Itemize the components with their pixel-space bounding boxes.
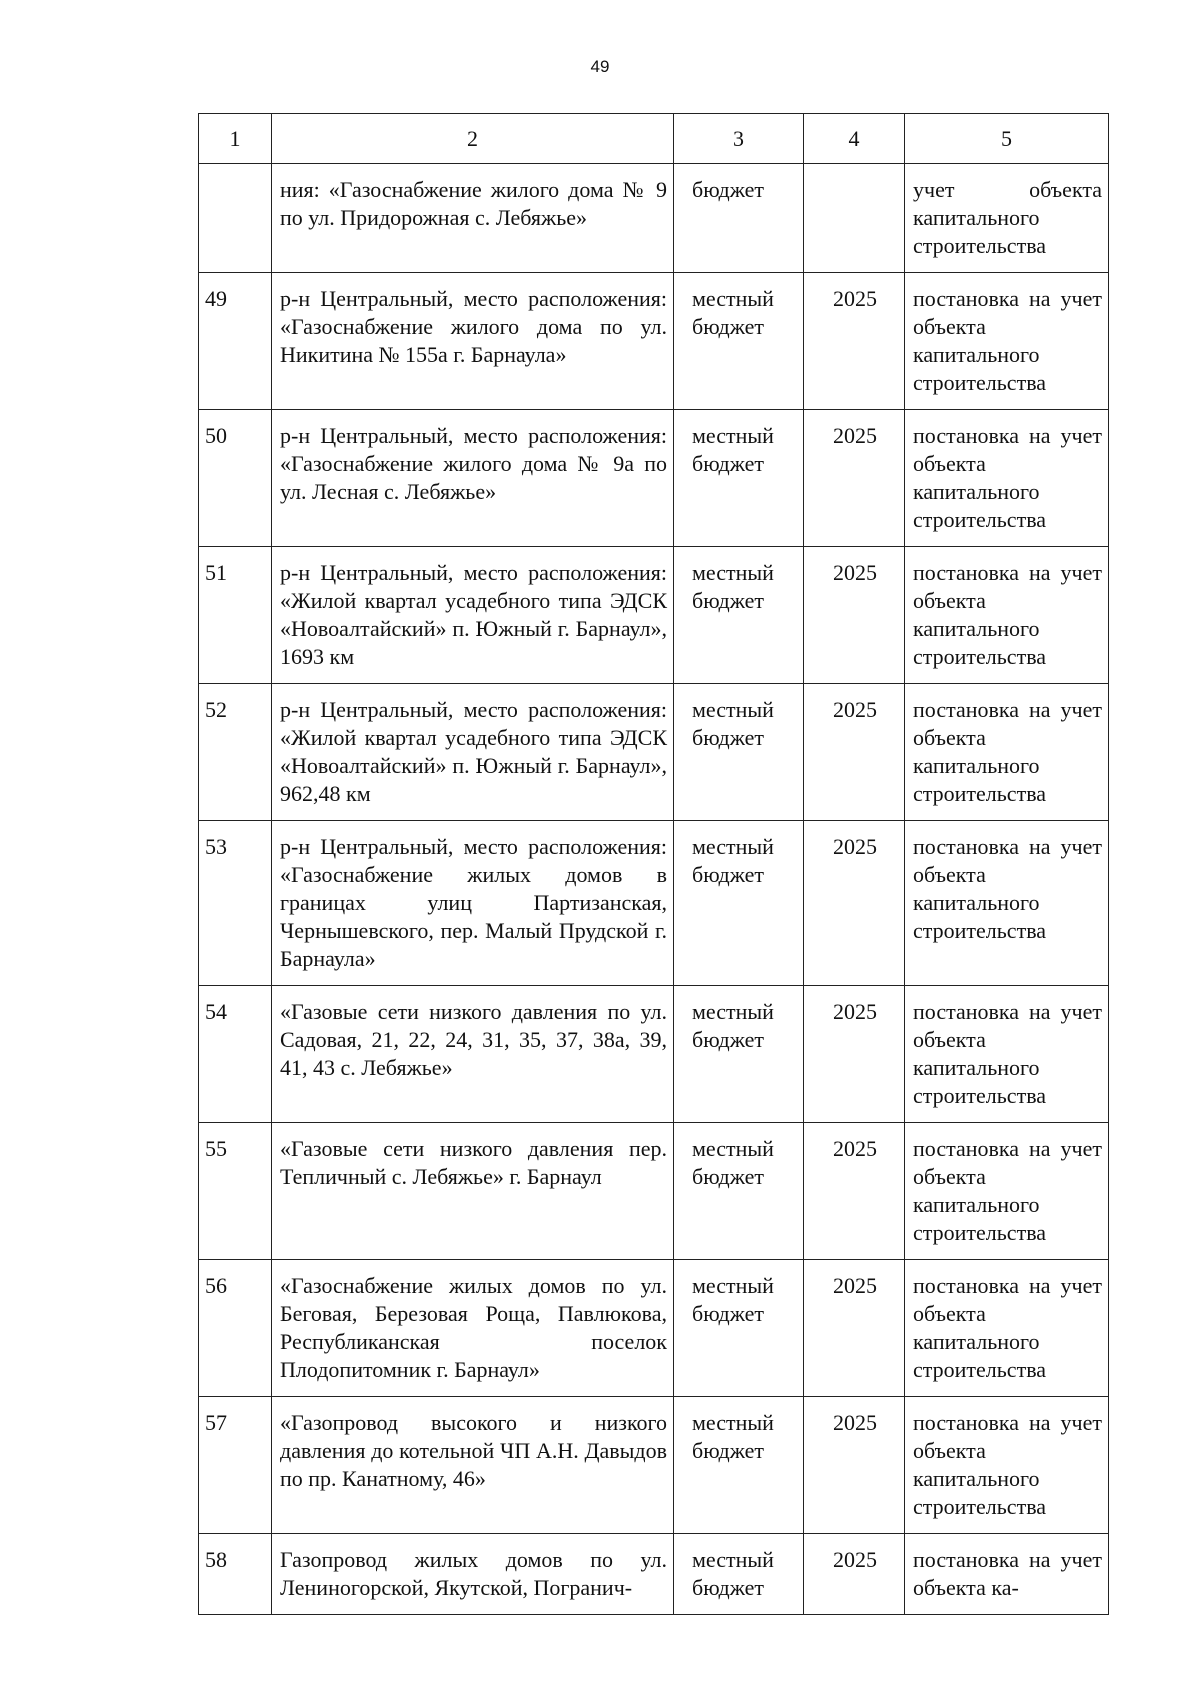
- note: учет объекта капитального строительства: [905, 164, 1109, 273]
- note: постановка на учет объекта ка-: [905, 1534, 1109, 1615]
- object-description: р-н Центральный, место расположения: «Газоснабжение жилого дома по ул. Никитина № 155а г. Барнаула»: [272, 273, 674, 410]
- column-header: 4: [804, 114, 905, 164]
- note: постановка на учет объекта капитального строительства: [905, 1260, 1109, 1397]
- row-number: 49: [199, 273, 272, 410]
- row-number: 52: [199, 684, 272, 821]
- row-number: 50: [199, 410, 272, 547]
- funding-source: местный бюджет: [674, 547, 804, 684]
- row-number: 51: [199, 547, 272, 684]
- note: постановка на учет объекта капитального строительства: [905, 1397, 1109, 1534]
- object-description: р-н Центральный, место расположения: «Жилой квартал усадебного типа ЭДСК «Новоалтайский» п. Южный г. Барнаул», 962,48 км: [272, 684, 674, 821]
- table-row: [199, 410, 1109, 547]
- funding-source: местный бюджет: [674, 273, 804, 410]
- year: 2025: [804, 410, 905, 547]
- page-number: 49: [590, 57, 610, 76]
- table-row: [199, 273, 1109, 410]
- table-row: [199, 986, 1109, 1123]
- objects-table: [198, 113, 1109, 1615]
- note: постановка на учет объекта капитального строительства: [905, 273, 1109, 410]
- year: 2025: [804, 547, 905, 684]
- table-row: [199, 547, 1109, 684]
- row-number: 56: [199, 1260, 272, 1397]
- object-description: ния: «Газоснабжение жилого дома № 9 по ул. Придорожная с. Лебяжье»: [272, 164, 674, 273]
- table-row: [199, 1123, 1109, 1260]
- table-row: [199, 684, 1109, 821]
- note: постановка на учет объекта капитального строительства: [905, 410, 1109, 547]
- note: постановка на учет объекта капитального строительства: [905, 684, 1109, 821]
- year: 2025: [804, 1260, 905, 1397]
- year: 2025: [804, 986, 905, 1123]
- funding-source: местный бюджет: [674, 821, 804, 986]
- table-row: [199, 164, 1109, 273]
- row-number: 53: [199, 821, 272, 986]
- column-header: 1: [199, 114, 272, 164]
- year: [804, 164, 905, 273]
- table-header-row: [199, 114, 1109, 164]
- year: 2025: [804, 1534, 905, 1615]
- object-description: р-н Центральный, место расположения: «Газоснабжение жилых домов в границах улиц Партизанская, Чернышевского, пер. Малый Прудской г. Барнаула»: [272, 821, 674, 986]
- note: постановка на учет объекта капитального строительства: [905, 821, 1109, 986]
- object-description: «Газовые сети низкого давления пер. Тепличный с. Лебяжье» г. Барнаул: [272, 1123, 674, 1260]
- note: постановка на учет объекта капитального строительства: [905, 1123, 1109, 1260]
- column-header: 5: [905, 114, 1109, 164]
- object-description: р-н Центральный, место расположения: «Газоснабжение жилого дома № 9а по ул. Лесная с. Лебяжье»: [272, 410, 674, 547]
- note: постановка на учет объекта капитального строительства: [905, 986, 1109, 1123]
- year: 2025: [804, 1397, 905, 1534]
- object-description: «Газовые сети низкого давления по ул. Садовая, 21, 22, 24, 31, 35, 37, 38а, 39, 41, 43 с. Лебяжье»: [272, 986, 674, 1123]
- year: 2025: [804, 1123, 905, 1260]
- object-description: «Газоснабжение жилых домов по ул. Беговая, Березовая Роща, Павлюкова, Республиканская поселок Плодопитомник г. Барнаул»: [272, 1260, 674, 1397]
- table-row: [199, 1534, 1109, 1615]
- note: постановка на учет объекта капитального строительства: [905, 547, 1109, 684]
- object-description: Газопровод жилых домов по ул. Лениногорской, Якутской, Погранич-: [272, 1534, 674, 1615]
- funding-source: местный бюджет: [674, 410, 804, 547]
- table-row: [199, 821, 1109, 986]
- row-number: 55: [199, 1123, 272, 1260]
- object-description: «Газопровод высокого и низкого давления до котельной ЧП А.Н. Давыдов по пр. Канатному, 46»: [272, 1397, 674, 1534]
- column-header: 3: [674, 114, 804, 164]
- funding-source: местный бюджет: [674, 684, 804, 821]
- year: 2025: [804, 821, 905, 986]
- funding-source: местный бюджет: [674, 1534, 804, 1615]
- object-description: р-н Центральный, место расположения: «Жилой квартал усадебного типа ЭДСК «Новоалтайский» п. Южный г. Барнаул», 1693 км: [272, 547, 674, 684]
- funding-source: бюджет: [674, 164, 804, 273]
- table-row: [199, 1260, 1109, 1397]
- funding-source: местный бюджет: [674, 1123, 804, 1260]
- year: 2025: [804, 273, 905, 410]
- funding-source: местный бюджет: [674, 1397, 804, 1534]
- table-row: [199, 1397, 1109, 1534]
- row-number: 58: [199, 1534, 272, 1615]
- year: 2025: [804, 684, 905, 821]
- funding-source: местный бюджет: [674, 1260, 804, 1397]
- column-header: 2: [272, 114, 674, 164]
- row-number: 57: [199, 1397, 272, 1534]
- row-number: 54: [199, 986, 272, 1123]
- funding-source: местный бюджет: [674, 986, 804, 1123]
- row-number: [199, 164, 272, 273]
